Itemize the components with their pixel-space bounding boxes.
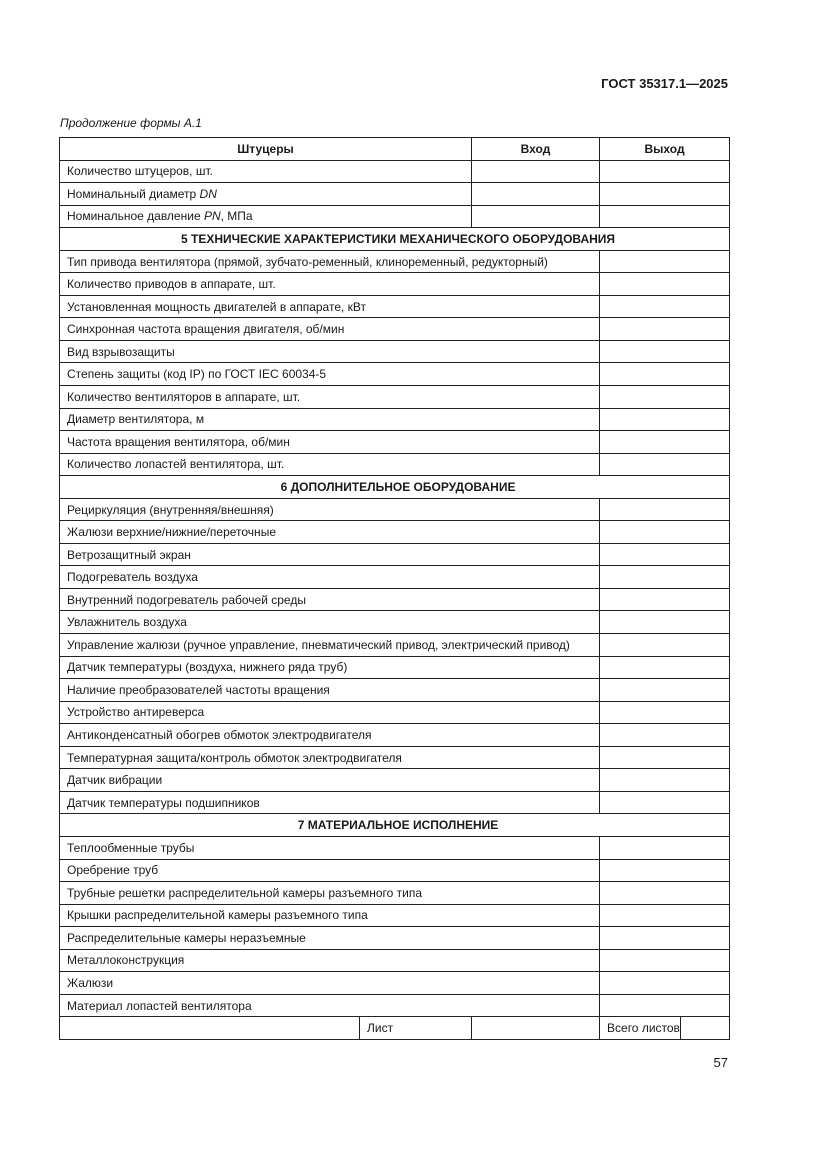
parameter-label: Подогреватель воздуха	[60, 566, 600, 589]
parameter-row	[60, 836, 730, 859]
fitting-row	[60, 205, 730, 228]
parameter-value-cell[interactable]	[600, 836, 730, 859]
parameter-row	[60, 588, 730, 611]
parameter-label: Увлажнитель воздуха	[60, 611, 600, 634]
parameter-value-cell[interactable]	[600, 566, 730, 589]
parameter-value-cell[interactable]	[600, 994, 730, 1017]
parameter-row	[60, 972, 730, 995]
parameter-label: Жалюзи верхние/нижние/переточные	[60, 521, 600, 544]
parameter-label: Количество лопастей вентилятора, шт.	[60, 453, 600, 476]
parameter-row	[60, 724, 730, 747]
continuation-caption: Продолжение формы А.1	[60, 116, 202, 130]
parameter-value-cell[interactable]	[600, 634, 730, 657]
parameter-label: Жалюзи	[60, 972, 600, 995]
parameter-label: Датчик температуры (воздуха, нижнего ряда труб)	[60, 656, 600, 679]
parameter-row	[60, 859, 730, 882]
parameter-value-cell[interactable]	[600, 746, 730, 769]
parameter-row	[60, 386, 730, 409]
parameter-row	[60, 543, 730, 566]
parameter-value-cell[interactable]	[600, 250, 730, 273]
section-title: 7 МАТЕРИАЛЬНОЕ ИСПОЛНЕНИЕ	[60, 814, 730, 837]
parameter-label: Количество вентиляторов в аппарате, шт.	[60, 386, 600, 409]
parameter-row	[60, 566, 730, 589]
parameter-value-cell[interactable]	[600, 791, 730, 814]
total-sheets-label: Всего листов	[600, 1017, 681, 1040]
parameter-label: Наличие преобразователей частоты вращения	[60, 679, 600, 702]
parameter-value-cell[interactable]	[600, 363, 730, 386]
parameter-label: Вид взрывозащиты	[60, 340, 600, 363]
section-title: 6 ДОПОЛНИТЕЛЬНОЕ ОБОРУДОВАНИЕ	[60, 476, 730, 499]
document-code: ГОСТ 35317.1—2025	[601, 76, 728, 91]
outlet-value-cell[interactable]	[600, 160, 730, 183]
parameter-row	[60, 656, 730, 679]
total-sheets-cell[interactable]	[681, 1017, 730, 1040]
section-header-row	[60, 476, 730, 499]
section-header-row	[60, 814, 730, 837]
parameter-value-cell[interactable]	[600, 431, 730, 454]
parameter-row	[60, 746, 730, 769]
parameter-row	[60, 611, 730, 634]
parameter-value-cell[interactable]	[600, 408, 730, 431]
fitting-label-unit: , МПа	[220, 209, 253, 224]
parameter-row	[60, 250, 730, 273]
inlet-value-cell[interactable]	[472, 183, 600, 206]
parameter-row	[60, 521, 730, 544]
parameter-row	[60, 498, 730, 521]
parameter-row	[60, 927, 730, 950]
fitting-label	[60, 160, 472, 183]
parameter-label: Рециркуляция (внутренняя/внешняя)	[60, 498, 600, 521]
fitting-label-text: Количество штуцеров, шт.	[67, 164, 213, 179]
page-number: 57	[713, 1055, 728, 1070]
parameter-label: Антиконденсатный обогрев обмоток электродвигателя	[60, 724, 600, 747]
parameter-row	[60, 634, 730, 657]
parameter-row	[60, 273, 730, 296]
parameter-value-cell[interactable]	[600, 769, 730, 792]
parameter-value-cell[interactable]	[600, 611, 730, 634]
outlet-value-cell[interactable]	[600, 205, 730, 228]
parameter-label: Синхронная частота вращения двигателя, об/мин	[60, 318, 600, 341]
sheet-label: Лист	[360, 1017, 472, 1040]
outlet-value-cell[interactable]	[600, 183, 730, 206]
parameter-row	[60, 949, 730, 972]
parameter-value-cell[interactable]	[600, 295, 730, 318]
parameter-value-cell[interactable]	[600, 701, 730, 724]
parameter-value-cell[interactable]	[600, 904, 730, 927]
parameter-label: Датчик температуры подшипников	[60, 791, 600, 814]
parameter-label: Распределительные камеры неразъемные	[60, 927, 600, 950]
parameter-row	[60, 882, 730, 905]
parameter-label: Диаметр вентилятора, м	[60, 408, 600, 431]
parameter-value-cell[interactable]	[600, 927, 730, 950]
parameter-label: Количество приводов в аппарате, шт.	[60, 273, 600, 296]
parameter-label: Частота вращения вентилятора, об/мин	[60, 431, 600, 454]
parameter-value-cell[interactable]	[600, 521, 730, 544]
parameter-value-cell[interactable]	[600, 724, 730, 747]
outlet-header: Выход	[600, 138, 730, 161]
fitting-label-symbol: PN	[203, 209, 221, 224]
parameter-row	[60, 904, 730, 927]
fitting-label-text: Номинальный диаметр	[67, 186, 200, 201]
inlet-value-cell[interactable]	[472, 205, 600, 228]
parameter-value-cell[interactable]	[600, 543, 730, 566]
parameter-value-cell[interactable]	[600, 972, 730, 995]
parameter-label: Степень защиты (код IP) по ГОСТ IEC 60034-5	[60, 363, 600, 386]
parameter-value-cell[interactable]	[600, 498, 730, 521]
sheet-number-cell[interactable]	[472, 1017, 600, 1040]
parameter-label: Металлоконструкция	[60, 949, 600, 972]
parameter-row	[60, 453, 730, 476]
parameter-label: Температурная защита/контроль обмоток электродвигателя	[60, 746, 600, 769]
footer-blank-cell	[60, 1017, 360, 1040]
fitting-label-symbol: DN	[199, 186, 217, 201]
parameter-row	[60, 431, 730, 454]
fittings-header-row	[60, 138, 730, 161]
parameter-row	[60, 769, 730, 792]
parameter-value-cell[interactable]	[600, 318, 730, 341]
fitting-label	[60, 183, 472, 206]
parameter-value-cell[interactable]	[600, 386, 730, 409]
parameter-label: Датчик вибрации	[60, 769, 600, 792]
parameter-label: Оребрение труб	[60, 859, 600, 882]
fitting-row	[60, 160, 730, 183]
form-body	[60, 160, 730, 1039]
parameter-value-cell[interactable]	[600, 453, 730, 476]
parameter-row	[60, 994, 730, 1017]
parameter-row	[60, 408, 730, 431]
parameter-value-cell[interactable]	[600, 340, 730, 363]
section-title: 5 ТЕХНИЧЕСКИЕ ХАРАКТЕРИСТИКИ МЕХАНИЧЕСКОГО ОБОРУДОВАНИЯ	[60, 228, 730, 251]
parameter-label: Тип привода вентилятора (прямой, зубчато-ременный, клиноременный, редукторный)	[60, 250, 600, 273]
inlet-header: Вход	[472, 138, 600, 161]
inlet-value-cell[interactable]	[472, 160, 600, 183]
fitting-row	[60, 183, 730, 206]
parameter-label: Ветрозащитный экран	[60, 543, 600, 566]
parameter-label: Внутренний подогреватель рабочей среды	[60, 588, 600, 611]
parameter-label: Теплообменные трубы	[60, 836, 600, 859]
parameter-label: Трубные решетки распределительной камеры разъемного типа	[60, 882, 600, 905]
parameter-row	[60, 791, 730, 814]
parameter-value-cell[interactable]	[600, 949, 730, 972]
section-header-row	[60, 228, 730, 251]
parameter-value-cell[interactable]	[600, 273, 730, 296]
parameter-label: Устройство антиреверса	[60, 701, 600, 724]
parameter-label: Материал лопастей вентилятора	[60, 994, 600, 1017]
sheet-footer-row	[60, 1017, 730, 1040]
parameter-row	[60, 679, 730, 702]
parameter-value-cell[interactable]	[600, 656, 730, 679]
parameter-row	[60, 363, 730, 386]
parameter-value-cell[interactable]	[600, 588, 730, 611]
parameter-label: Установленная мощность двигателей в аппарате, кВт	[60, 295, 600, 318]
parameter-value-cell[interactable]	[600, 882, 730, 905]
parameter-row	[60, 340, 730, 363]
parameter-label: Крышки распределительной камеры разъемного типа	[60, 904, 600, 927]
parameter-value-cell[interactable]	[600, 859, 730, 882]
fitting-label-text: Номинальное давление	[67, 209, 204, 224]
parameter-label: Управление жалюзи (ручное управление, пневматический привод, электрический привод)	[60, 634, 600, 657]
fitting-label	[60, 205, 472, 228]
parameter-row	[60, 318, 730, 341]
parameter-row	[60, 295, 730, 318]
fittings-title: Штуцеры	[60, 138, 472, 161]
form-table	[59, 137, 730, 1040]
parameter-row	[60, 701, 730, 724]
parameter-value-cell[interactable]	[600, 679, 730, 702]
